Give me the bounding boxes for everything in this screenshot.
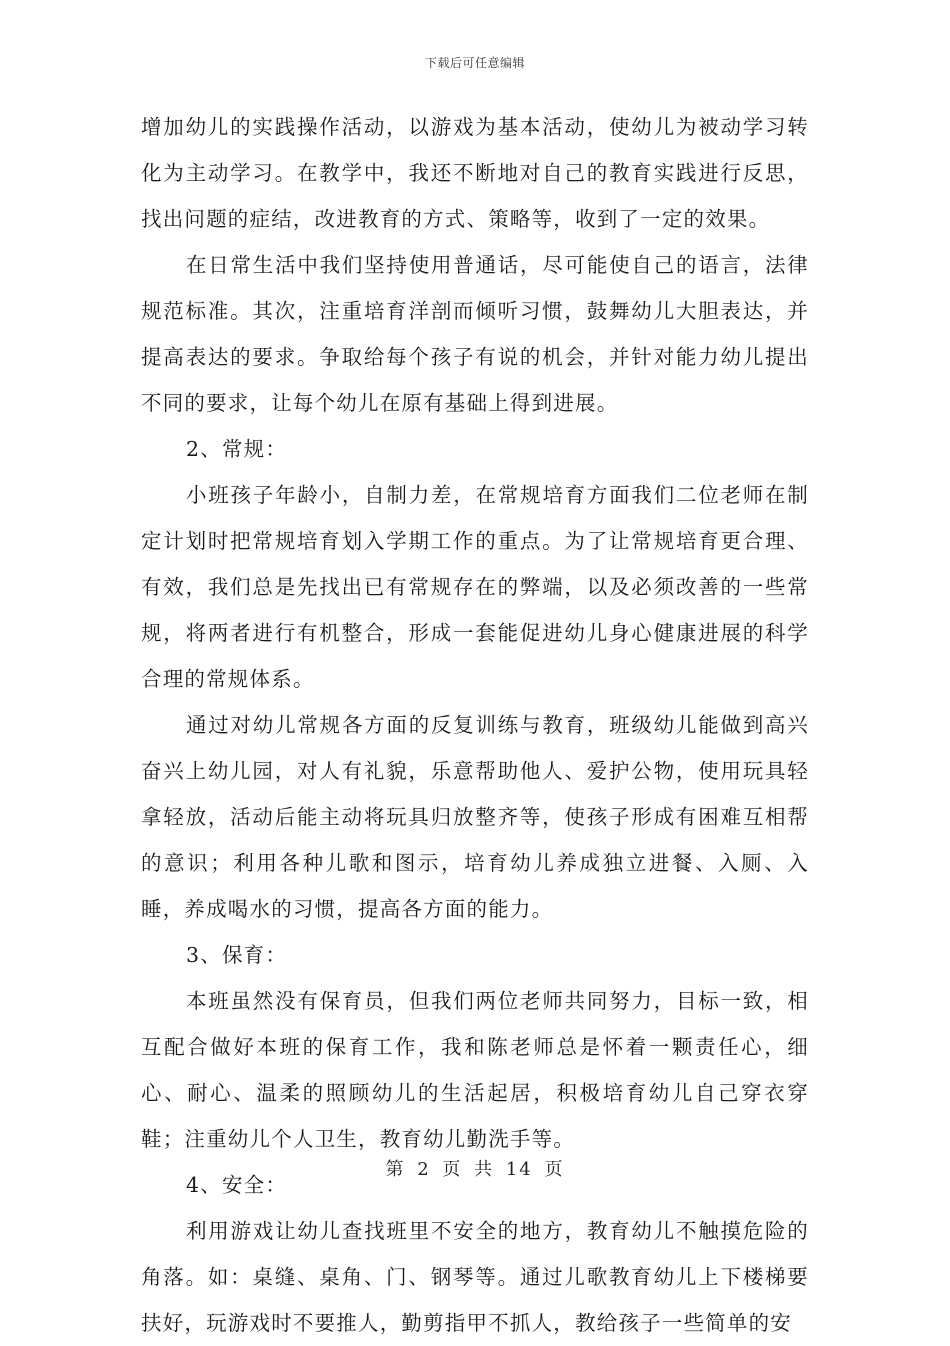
- paragraph: 在日常生活中我们坚持使用普通话，尽可能使自己的语言，法律规范标准。其次，注重培育洋剖而倾听习惯，鼓舞幼儿大胆表达，并提高表达的要求。争取给每个孩子有说的机会，并针对能力幼儿提出不同的要求，让每个幼儿在原有基础上得到进展。: [141, 253, 809, 415]
- section-heading-safety: 4、安全：: [186, 1173, 288, 1197]
- section-heading-care: 3、保育：: [186, 943, 288, 967]
- header-note: 下载后可任意编辑: [424, 56, 525, 70]
- paragraph: 利用游戏让幼儿查找班里不安全的地方，教育幼儿不触摸危险的角落。如：桌缝、桌角、门、钢琴等。通过儿歌教育幼儿上下楼梯要扶好，玩游戏时不要推人，勤剪指甲不抓人，教给孩子一些简单的安: [141, 1219, 809, 1335]
- page-number-footer: 第 2 页 共 14 页: [385, 1159, 565, 1180]
- paragraph: 本班虽然没有保育员，但我们两位老师共同努力，目标一致，相互配合做好本班的保育工作，我和陈老师总是怀着一颗责任心，细心、耐心、温柔的照顾幼儿的生活起居，积极培育幼儿自己穿衣穿鞋；注重幼儿个人卫生，教育幼儿勤洗手等。: [141, 989, 809, 1151]
- paragraph: 通过对幼儿常规各方面的反复训练与教育，班级幼儿能做到高兴奋兴上幼儿园，对人有礼貌，乐意帮助他人、爱护公物，使用玩具轻拿轻放，活动后能主动将玩具归放整齐等，使孩子形成有困难互相帮的意识；利用各种儿歌和图示，培育幼儿养成独立进餐、入厕、入睡，养成喝水的习惯，提高各方面的能力。: [141, 713, 809, 921]
- section-heading-routine: 2、常规：: [186, 437, 288, 461]
- paragraph: 小班孩子年龄小，自制力差，在常规培育方面我们二位老师在制定计划时把常规培育划入学期工作的重点。为了让常规培育更合理、有效，我们总是先找出已有常规存在的弊端，以及必须改善的一些常规，将两者进行有机整合，形成一套能促进幼儿身心健康进展的科学合理的常规体系。: [141, 483, 809, 691]
- paragraph-continued: 增加幼儿的实践操作活动，以游戏为基本活动，使幼儿为被动学习转化为主动学习。在教学中，我还不断地对自己的教育实践进行反思，找出问题的症结，改进教育的方式、策略等，收到了一定的效果。: [141, 115, 809, 231]
